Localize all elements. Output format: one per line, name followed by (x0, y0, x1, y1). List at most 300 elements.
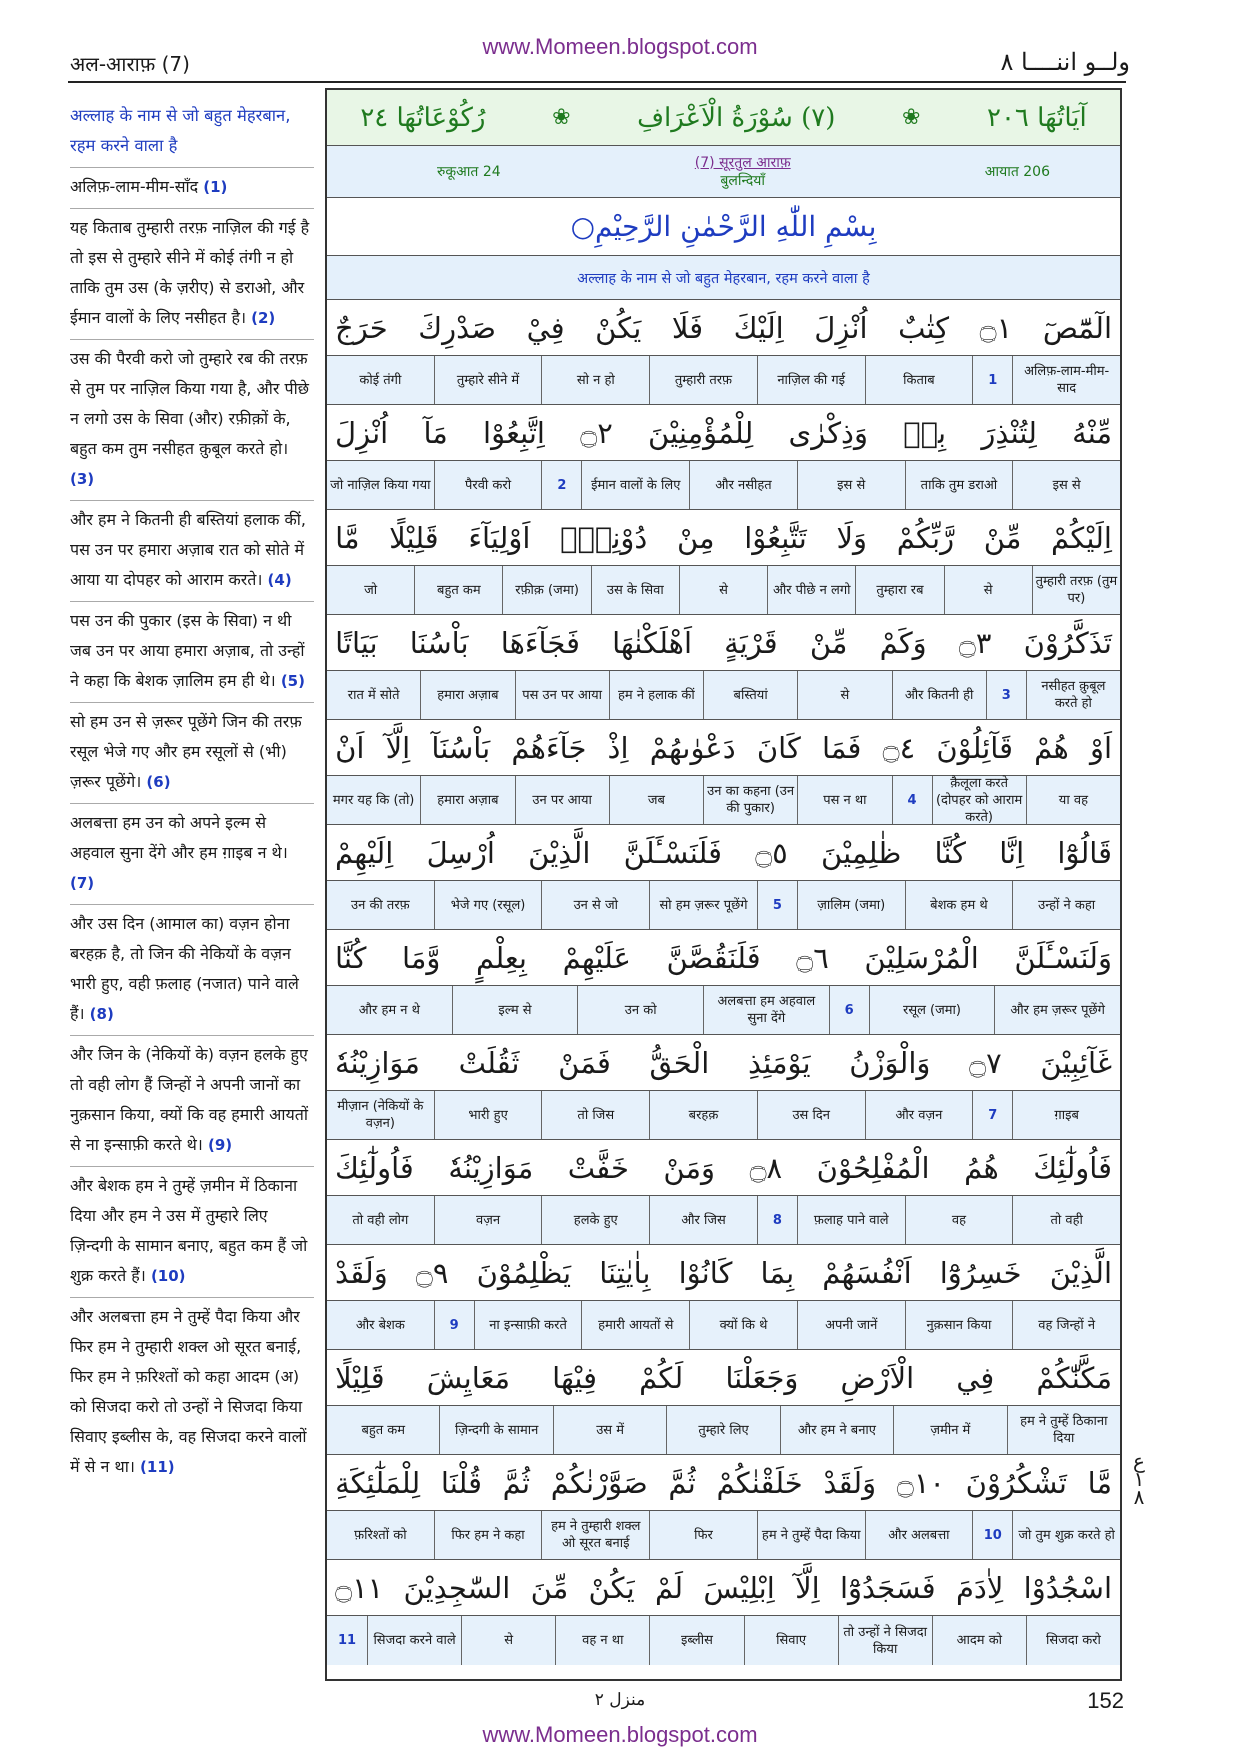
arabic-word: تَذَكَّرُوْنَ (1023, 625, 1112, 660)
arabic-word: لِتُنْذِرَ (981, 415, 1037, 450)
flower-ornament: ❀ (901, 105, 921, 130)
word-meaning-cell: हमारा अज़ाब (420, 776, 514, 824)
arabic-word: مَّا (335, 520, 360, 555)
word-meaning-cell: क़ैलूला करते (दोपहर को आराम करते) (932, 776, 1026, 824)
word-meaning-cell: और नसीहत (689, 461, 797, 509)
arabic-word: حَرَجٌ (335, 310, 388, 345)
verse-number: (9) (207, 1136, 233, 1154)
word-meaning-cell: हमारा अज़ाब (420, 671, 514, 719)
word-meaning-cell: उस के सिवा (591, 566, 679, 614)
arabic-word: قَالُوْٓا (1057, 835, 1112, 870)
word-meaning-cell: इस से (797, 461, 905, 509)
word-meaning-cell: और कितनी ही (892, 671, 986, 719)
flower-ornament: ❀ (552, 105, 571, 130)
arabic-word: فِي (956, 1360, 995, 1395)
word-meaning-cell: ज़मीन में (893, 1406, 1006, 1454)
arabic-word: ۝١١ (335, 1570, 384, 1605)
arabic-word: بِهٖ (903, 415, 947, 450)
translation-paragraph (70, 905, 314, 1036)
arabic-word: ۝٩ (415, 1255, 449, 1290)
arabic-verse-line (327, 615, 1120, 671)
word-meaning-row (327, 1616, 1120, 1665)
word-meaning-cell: सिजदा करो (1026, 1616, 1120, 1665)
arabic-word: خَفَّتْ (567, 1150, 629, 1185)
word-meaning-cell: उन की तरफ़ (350, 897, 410, 913)
bismillah-translation: अल्लाह के नाम से जो बहुत मेहरबान, रहम करने वाला है (327, 256, 1120, 300)
arabic-word: غَآئِبِيْنَ (1040, 1045, 1112, 1080)
word-meaning-cell: सो न हो (541, 356, 649, 404)
word-meaning-cell: और पीछे न लगो (767, 566, 855, 614)
arabic-word: رَّبِّكُمْ (896, 520, 955, 555)
word-meaning-cell: और अलबत्ता (865, 1511, 973, 1559)
arabic-word: بَاْسُنَآ (431, 730, 491, 765)
arabic-word: وَلَا (836, 520, 868, 555)
bismillah: بِسْمِ اللّٰهِ الرَّحْمٰنِ الرَّحِيْمِ○ (327, 198, 1120, 256)
arabic-verse-line (327, 1245, 1120, 1301)
word-by-word-panel (325, 88, 1122, 1681)
ruku-count-arabic: رُكُوْعَاتُهَا ٢٤ (360, 102, 486, 133)
word-meaning-cell: ज़ालिम (जमा) (797, 881, 905, 929)
word-meaning-row (327, 1511, 1120, 1560)
arabic-word: ۝٧ (969, 1045, 1002, 1080)
verse-number-cell: 9 (434, 1301, 474, 1349)
word-meaning-cell: और हम न थे (358, 1002, 420, 1018)
translation-paragraph (70, 1298, 314, 1488)
arabic-word: خَسِرُوْٓا (939, 1255, 1022, 1290)
arabic-word: كُنَّا (335, 940, 367, 975)
word-meaning-cell: नुक़सान किया (905, 1301, 1013, 1349)
translation-text: अलबत्ता हम उन को अपने इल्म से अहवाल सुना देंगे और हम ग़ाइब न थे। (70, 813, 288, 862)
word-meaning-cell: इब्लीस (649, 1616, 743, 1665)
word-meaning-cell: उन का कहना (उन की पुकार) (703, 776, 797, 824)
arabic-word: الٓمّٓصٓ (1042, 310, 1112, 345)
arabic-word: ظٰلِمِيْنَ (821, 835, 902, 870)
arabic-word: هُمْ (1034, 730, 1069, 765)
arabic-word: ثُمَّ (668, 1465, 696, 1500)
word-meaning-cell: सो हम ज़रूर पूछेंगे (649, 881, 757, 929)
translation-text: पस उन की पुकार (इस के सिवा) न थी जब उन पर आया हमारा अज़ाब, तो उन्हों ने कहा कि बेशक ज़ालिम हम ही थे। (70, 611, 305, 690)
verse-number-cell: 3 (986, 671, 1026, 719)
arabic-word: اِلَيْكَ (733, 310, 784, 345)
arabic-word: فَلَنَقُصَّنَّ (666, 940, 761, 975)
arabic-word: فَمَا (821, 730, 862, 765)
verse-number-cell: 1 (972, 356, 1012, 404)
word-meaning-row (327, 566, 1120, 615)
arabic-word: فَاُولٰٓئِكَ (335, 1150, 414, 1185)
word-meaning-cell: फिर हम ने कहा (434, 1511, 542, 1559)
verse-number-cell: 5 (757, 881, 797, 929)
arabic-word: فَسَجَدُوْٓا (839, 1570, 936, 1605)
word-meaning-cell: तो वही लोग (352, 1212, 409, 1228)
word-meaning-cell: सिवाए (744, 1616, 838, 1665)
arabic-word: اِنَّا (999, 835, 1025, 870)
arabic-word: فَاُولٰٓئِكَ (1033, 1150, 1112, 1185)
verse-number: (7) (70, 874, 95, 892)
word-meaning-cell: वह जिन्हों ने (1012, 1301, 1120, 1349)
word-meaning-cell: आदम को (932, 1616, 1026, 1665)
word-meaning-cell: क्यों कि थे (689, 1301, 797, 1349)
word-meaning-cell: उस में (553, 1406, 666, 1454)
word-meaning-cell: उन से जो (541, 881, 649, 929)
arabic-word: خَلَقْنٰكُمْ (716, 1465, 803, 1500)
word-meaning-cell: हम ने तुम्हें पैदा किया (757, 1511, 865, 1559)
arabic-word: يَكُنْ (588, 1570, 635, 1605)
arabic-word: الْمُرْسَلِيْنَ (864, 940, 979, 975)
arabic-word: اَهْلَكْنٰهَا (612, 625, 693, 660)
translation-paragraph (70, 501, 314, 602)
word-meaning-cell: ग़ाइब (1012, 1091, 1120, 1139)
word-meaning-cell: जब (609, 776, 703, 824)
word-meaning-cell: से (679, 566, 767, 614)
word-meaning-row (327, 986, 1120, 1035)
arabic-word: مِّنَ (530, 1570, 569, 1605)
arabic-word: الْاَرْضِ (840, 1360, 915, 1395)
word-meaning-cell: हलके हुए (541, 1196, 649, 1244)
verse-number: (11) (140, 1458, 175, 1476)
word-meaning-cell: भेजे गए (रसूल) (434, 881, 542, 929)
word-meaning-cell: जो नाज़िल किया गया (330, 477, 431, 493)
arabic-word: مِّنْهُ (1072, 415, 1112, 450)
translation-paragraph (70, 168, 314, 209)
arabic-word: ۝٥ (755, 835, 788, 870)
word-meaning-cell: बहुत कम (414, 566, 502, 614)
arabic-word: اِذْ (607, 730, 629, 765)
verse-number: (2) (251, 309, 276, 327)
arabic-word: السّٰجِدِيْنَ (403, 1570, 511, 1605)
word-meaning-cell: अपनी जानें (797, 1301, 905, 1349)
arabic-word: وَّمَا (402, 940, 441, 975)
arabic-word: فِيْهَا (552, 1360, 597, 1395)
verse-number-cell: 4 (892, 776, 932, 824)
word-meaning-cell: ना इन्साफ़ी करते (474, 1301, 582, 1349)
word-meaning-cell: वज़न (434, 1196, 542, 1244)
word-meaning-cell: उन को (577, 986, 703, 1034)
arabic-word: قَرْيَةٍ (724, 625, 778, 660)
word-meaning-row (327, 1196, 1120, 1245)
arabic-verse-line (327, 1140, 1120, 1196)
surah-heading (327, 90, 1120, 146)
word-meaning-cell: हम ने हलाक कीं (609, 671, 703, 719)
arabic-word: فِيْ (526, 310, 565, 345)
arabic-word: كُنَّا (934, 835, 966, 870)
arabic-verse-line (327, 720, 1120, 776)
header-surah-label: अल-आराफ़ (7) (70, 52, 190, 76)
arabic-word: مَّا (1087, 1465, 1112, 1500)
translation-text: और उस दिन (आमाल का) वज़न होना बरहक़ है, तो जिन की नेकियों के वज़न भारी हुए, वही फ़लाह (नजात) पाने वाले हैं। (70, 914, 299, 1023)
word-meaning-cell: या वह (1026, 776, 1120, 824)
word-meaning-cell: फ़रिश्तों को (354, 1527, 407, 1543)
arabic-word: تَشْكُرُوْنَ (965, 1465, 1067, 1500)
word-meaning-cell: बेशक हम थे (905, 881, 1013, 929)
translation-text: और बेशक हम ने तुम्हें ज़मीन में ठिकाना दिया और हम ने उस में तुम्हारे लिए ज़िन्दगी के सामान बनाए, बहुत कम हैं जो शुक्र करते हैं। (70, 1176, 308, 1285)
arabic-word: يَكُنْ (595, 310, 642, 345)
arabic-word: الْحَقُّ (649, 1045, 710, 1080)
word-meaning-cell: रफ़ीक़ (जमा) (502, 566, 590, 614)
page-number: 152 (1087, 1688, 1124, 1713)
translation-paragraph (70, 703, 314, 804)
word-meaning-cell: हमारी आयतों से (581, 1301, 689, 1349)
arabic-word: ۝٦ (796, 940, 829, 975)
arabic-verse-line (327, 510, 1120, 566)
arabic-word: اُنْزِلَ (335, 415, 389, 450)
arabic-word: قَلِيْلًا (389, 520, 439, 555)
word-meaning-cell: पस न था (797, 776, 891, 824)
ayat-count-arabic: آيَاتُهَا ٢٠٦ (987, 102, 1087, 133)
word-meaning-cell: से (944, 566, 1032, 614)
word-meaning-row (327, 1301, 1120, 1350)
ayat-count: आयात 206 (984, 164, 1050, 180)
word-meaning-cell: जो (364, 582, 378, 598)
verse-number-cell: 6 (829, 986, 869, 1034)
word-meaning-cell: तो वही (1012, 1196, 1120, 1244)
word-meaning-cell: तो उन्हों ने सिजदा किया (838, 1616, 932, 1665)
surah-name-block (695, 154, 791, 190)
manzil-label: منزل ٢ (594, 1690, 646, 1710)
word-meaning-cell: तुम्हारा रब (855, 566, 943, 614)
arabic-word: الَّذِيْنَ (528, 835, 591, 870)
arabic-verse-line (327, 825, 1120, 881)
word-meaning-row (327, 1406, 1120, 1455)
arabic-word: اِلَيْكُمْ (1051, 520, 1112, 555)
arabic-verse-line (327, 300, 1120, 356)
word-meaning-cell: उस दिन (757, 1091, 865, 1139)
word-meaning-cell: फ़लाह पाने वाले (797, 1196, 905, 1244)
arabic-word: مَوَازِيْنُهٗ (448, 1150, 534, 1185)
arabic-word: فَجَآءَهَا (500, 625, 580, 660)
arabic-word: اُنْزِلَ (814, 310, 868, 345)
word-meaning-cell: और हम ज़रूर पूछेंगे (994, 986, 1120, 1034)
word-meaning-cell: रसूल (जमा) (869, 986, 995, 1034)
word-meaning-cell: नसीहत क़ुबूल करते हो (1026, 671, 1120, 719)
verse-number-cell: 7 (972, 1091, 1012, 1139)
translation-paragraph (70, 804, 314, 905)
arabic-word: ۝٣ (958, 625, 992, 660)
arabic-word: يَوْمَئِذِ (748, 1045, 811, 1080)
word-meaning-cell: मीज़ान (नेकियों के वज़न) (337, 1099, 424, 1131)
word-meaning-cell: बरहक़ (649, 1091, 757, 1139)
word-meaning-cell: जो तुम शुक्र करते हो (1012, 1511, 1120, 1559)
word-meaning-row (327, 671, 1120, 720)
word-meaning-cell: तुम्हारी तरफ़ (649, 356, 757, 404)
arabic-word: قُلْنَا (440, 1465, 482, 1500)
arabic-word: كَانُوْا (678, 1255, 733, 1290)
translation-paragraph (70, 340, 314, 501)
arabic-word: فَمَنْ (558, 1045, 611, 1080)
word-meaning-cell: इल्म से (452, 986, 578, 1034)
arabic-word: مِّنْ (983, 520, 1022, 555)
word-meaning-cell: वह (905, 1196, 1013, 1244)
word-meaning-cell: सिजदा करने वाले (367, 1616, 461, 1665)
word-meaning-cell: और जिस (649, 1196, 757, 1244)
word-meaning-cell: पैरवी करो (434, 461, 542, 509)
arabic-word: اِلَّآ (385, 730, 411, 765)
verse-number: (6) (146, 773, 171, 791)
arabic-word: وَلَنَسْـَٔلَنَّ (1014, 940, 1112, 975)
word-meaning-cell: और बेशक (355, 1317, 405, 1333)
ruku-marker: ع ١ ٨ (1133, 1449, 1145, 1509)
ruku-count: रुकूआत 24 (437, 164, 501, 180)
arabic-word: مَوَازِيْنُهٗ (335, 1045, 420, 1080)
arabic-word: اِلَيْهِمْ (335, 835, 394, 870)
verse-number: (5) (280, 672, 305, 690)
header-site-url[interactable]: www.Momeen.blogspot.com (482, 34, 758, 59)
verse-number: (1) (203, 178, 228, 196)
arabic-word: مِّنْ (809, 625, 848, 660)
translation-paragraph (70, 209, 314, 340)
translation-paragraph (70, 602, 314, 703)
arabic-word: وَلَقَدْ (823, 1465, 877, 1500)
arabic-word: ۝٢ (580, 415, 613, 450)
arabic-word: بِمَا (760, 1255, 795, 1290)
word-meaning-cell: वह न था (555, 1616, 649, 1665)
arabic-word: مَعَايِشَ (426, 1360, 511, 1395)
arabic-word: اَوْلِيَآءَ (468, 520, 531, 555)
word-meaning-cell: मगर यह कि (तो) (332, 792, 415, 808)
translation-text: सो हम उन से ज़रूर पूछेंगे जिन की तरफ़ रसूल भेजे गए और हम रसूलों से (भी) ज़रूर पूछेंगे। (70, 712, 302, 791)
translation-paragraph (70, 1167, 314, 1298)
translation-column (70, 97, 314, 1488)
arabic-word: بِعِلْمٍ (476, 940, 527, 975)
verse-number-cell: 8 (757, 1196, 797, 1244)
arabic-word: صَدْرِكَ (418, 310, 496, 345)
arabic-word: وَجَعَلْنَا (725, 1360, 799, 1395)
surah-name-arabic: (٧) سُوْرَةُ الْاَعْرَافِ (637, 102, 836, 133)
arabic-word: ثُمَّ (502, 1465, 531, 1500)
word-meaning-cell: उन्हों ने कहा (1012, 881, 1120, 929)
word-meaning-row (327, 356, 1120, 405)
arabic-word: كِتٰبٌ (898, 310, 950, 345)
word-meaning-cell: नाज़िल की गई (757, 356, 865, 404)
arabic-word: فَلَنَسْـَٔلَنَّ (623, 835, 722, 870)
arabic-word: وَمَنْ (663, 1150, 716, 1185)
word-meaning-row (327, 461, 1120, 510)
verse-number: (10) (150, 1267, 186, 1285)
arabic-word: مَآ (423, 415, 448, 450)
arabic-word: اِتَّبِعُوْا (483, 415, 545, 450)
arabic-word: قَآئِلُوْنَ (936, 730, 1013, 765)
arabic-word: تَتَّبِعُوْا (744, 520, 807, 555)
verse-number-cell: 2 (541, 461, 581, 509)
word-meaning-cell: किताब (865, 356, 973, 404)
word-meaning-cell: हम ने तुम्हें ठिकाना दिया (1007, 1406, 1120, 1454)
arabic-word: لَمْ (654, 1570, 684, 1605)
word-meaning-cell: फिर (649, 1511, 757, 1559)
arabic-word: قَلِيْلًا (335, 1360, 385, 1395)
translation-text: अलिफ़-लाम-मीम-साँद (70, 177, 204, 196)
footer-site-url[interactable]: www.Momeen.blogspot.com (482, 1722, 758, 1747)
arabic-verse-line (327, 1560, 1120, 1616)
surah-name: (7) सूरतुल आराफ़ (694, 154, 791, 171)
arabic-word: اَنْ (335, 730, 365, 765)
arabic-word: مَكَّنّٰكُمْ (1036, 1360, 1112, 1395)
word-meaning-cell: बस्तियां (703, 671, 797, 719)
arabic-word: بَيَاتًا (335, 625, 378, 660)
word-meaning-cell: ज़िन्दगी के सामान (439, 1406, 552, 1454)
word-meaning-row (327, 776, 1120, 825)
arabic-verse-line (327, 1455, 1120, 1511)
arabic-word: لِاٰدَمَ (955, 1570, 1004, 1605)
word-meaning-cell: तुम्हारी तरफ़ (तुम पर) (1032, 566, 1120, 614)
word-meaning-cell: तुम्हारे सीने में (434, 356, 542, 404)
arabic-word: لَكُمْ (639, 1360, 684, 1395)
header-divider (68, 81, 1126, 83)
translation-text: और हम ने कितनी ही बस्तियां हलाक कीं, पस उन पर हमारा अज़ाब रात को सोते में आया या दोपहर को आराम करते। (70, 510, 307, 589)
arabic-word: وَذِكْرٰى (788, 415, 868, 450)
word-meaning-cell: पस उन पर आया (515, 671, 609, 719)
arabic-word: هُمُ (964, 1150, 999, 1185)
arabic-word: دَعْوٰىهُمْ (649, 730, 736, 765)
arabic-word: وَلَقَدْ (335, 1255, 388, 1290)
translation-text: उस की पैरवी करो जो तुम्हारे रब की तरफ़ से तुम पर नाज़िल किया गया है, और पीछे न लगो उस के सिवा (और) रफ़ीक़ों के, बहुत कम तुम नसीहत क़ुबूल करते हो। (70, 349, 309, 458)
arabic-word: عَلَيْهِمْ (562, 940, 631, 975)
arabic-word: اُرْسِلَ (426, 835, 495, 870)
arabic-word: ثَقُلَتْ (458, 1045, 520, 1080)
arabic-word: اَنْفُسَهُمْ (822, 1255, 912, 1290)
word-meaning-cell: भारी हुए (434, 1091, 542, 1139)
arabic-word: بِاٰيٰتِنَا (599, 1255, 651, 1290)
arabic-word: بَاْسُنَا (409, 625, 469, 660)
arabic-word: وَالْوَزْنُ (849, 1045, 931, 1080)
translation-text: और अलबत्ता हम ने तुम्हें पैदा किया और फिर हम ने तुम्हारी शक्ल ओ सूरत बनाई, फिर हम ने फ़रिश्तों को कहा आदम (अ) को सिजदा करो तो उन्हों ने सिजदा किया सिवाए इब्लीस के, वह सिजदा करने वालों में से न था। (70, 1307, 307, 1476)
arabic-word: ۝٨ (749, 1150, 783, 1185)
arabic-word: اِبْلِيْسَ (703, 1570, 775, 1605)
word-meaning-cell: अलबत्ता हम अहवाल सुना देंगे (703, 986, 829, 1034)
word-meaning-cell: तो जिस (541, 1091, 649, 1139)
word-meaning-cell: तुम्हारे लिए (666, 1406, 779, 1454)
word-meaning-cell: इस से (1012, 461, 1120, 509)
word-meaning-cell: बहुत कम (361, 1422, 406, 1438)
verse-number: (8) (89, 1005, 114, 1023)
arabic-word: لِلْمَلٰٓئِكَةِ (335, 1465, 421, 1500)
arabic-word: فَلَا (671, 310, 704, 345)
arabic-word: جَآءَهُمْ (511, 730, 587, 765)
arabic-word: الْمُفْلِحُوْنَ (816, 1150, 930, 1185)
word-meaning-cell: ताकि तुम डराओ (905, 461, 1013, 509)
verse-number-cell: 10 (972, 1511, 1012, 1559)
arabic-verse-line (327, 405, 1120, 461)
word-meaning-cell: अलिफ़-लाम-मीम-साद (1012, 356, 1120, 404)
arabic-word: صَوَّرْنٰكُمْ (550, 1465, 648, 1500)
word-meaning-cell: और वज़न (865, 1091, 973, 1139)
arabic-word: اسْجُدُوْا (1023, 1570, 1112, 1605)
word-meaning-row (327, 1091, 1120, 1140)
word-meaning-cell: उन पर आया (515, 776, 609, 824)
word-meaning-cell: कोई तंगी (359, 372, 402, 388)
header-para-label: ولــو اننــــا ٨ (1000, 48, 1130, 76)
arabic-word: مِنْ (676, 520, 715, 555)
arabic-word: وَكَمْ (879, 625, 927, 660)
arabic-verse-line (327, 1350, 1120, 1406)
arabic-verse-line (327, 1035, 1120, 1091)
word-meaning-cell: ईमान वालों के लिए (581, 461, 689, 509)
arabic-word: كَانَ (756, 730, 801, 765)
arabic-verse-line (327, 930, 1120, 986)
arabic-word: يَظْلِمُوْنَ (476, 1255, 572, 1290)
arabic-word: ۝٤ (882, 730, 916, 765)
word-meaning-cell: से (797, 671, 891, 719)
verse-number-cell: 11 (337, 1633, 357, 1648)
translation-paragraph (70, 97, 314, 168)
word-meaning-cell: हम ने तुम्हारी शक्ल ओ सूरत बनाई (541, 1511, 649, 1559)
word-meaning-row (327, 881, 1120, 930)
arabic-word: اَوْ (1089, 730, 1112, 765)
arabic-word: الَّذِيْنَ (1049, 1255, 1112, 1290)
translation-paragraph (70, 1036, 314, 1167)
surah-info-bar (327, 146, 1120, 198)
word-meaning-cell: और हम ने बनाए (780, 1406, 893, 1454)
arabic-word: دُوْنِهٖٓ (560, 520, 648, 555)
surah-meaning: बुलन्दियाँ (720, 172, 766, 189)
